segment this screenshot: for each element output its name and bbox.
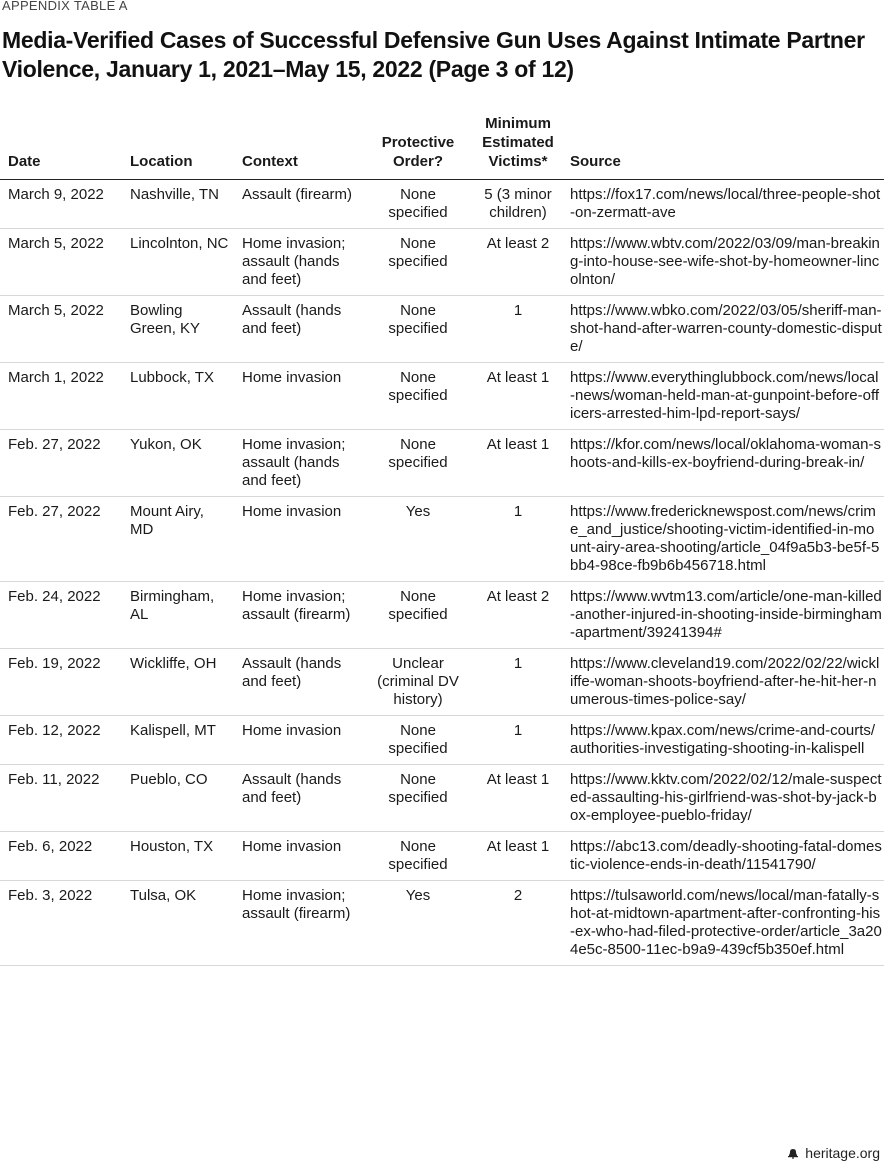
cell-date: Feb. 6, 2022 (0, 832, 122, 881)
cell-location: Birmingham, AL (122, 582, 234, 649)
cell-protective-order: None specified (362, 430, 470, 497)
cell-location: Bowling Green, KY (122, 296, 234, 363)
cell-context: Home invasion; assault (firearm) (234, 582, 362, 649)
table-row (0, 180, 884, 229)
cell-min-victims: At least 1 (470, 363, 562, 430)
cell-location: Mount Airy, MD (122, 497, 234, 582)
table-row (0, 649, 884, 716)
cell-context: Home invasion; assault (hands and feet) (234, 229, 362, 296)
header-location: Location (122, 114, 234, 180)
cell-location: Lincolnton, NC (122, 229, 234, 296)
cell-context: Home invasion (234, 363, 362, 430)
cell-protective-order: None specified (362, 832, 470, 881)
cell-context: Home invasion (234, 497, 362, 582)
cell-location: Wickliffe, OH (122, 649, 234, 716)
cell-context: Home invasion (234, 832, 362, 881)
cell-source[interactable]: https://www.wvtm13.com/article/one-man-killed-another-injured-in-shooting-inside-birmingham-apartment/39241394# (562, 582, 884, 649)
cell-min-victims: At least 1 (470, 832, 562, 881)
table-row (0, 716, 884, 765)
cell-source[interactable]: https://www.kpax.com/news/crime-and-courts/authorities-investigating-shooting-in-kalispell (562, 716, 884, 765)
cell-protective-order: None specified (362, 180, 470, 229)
cell-source[interactable]: https://www.wbko.com/2022/03/05/sheriff-man-shot-hand-after-warren-county-domestic-dispute/ (562, 296, 884, 363)
cell-protective-order: None specified (362, 716, 470, 765)
cell-source[interactable]: https://fox17.com/news/local/three-people-shot-on-zermatt-ave (562, 180, 884, 229)
bell-icon (787, 1147, 799, 1159)
table-row (0, 582, 884, 649)
cell-date: March 1, 2022 (0, 363, 122, 430)
appendix-label: APPENDIX TABLE A (2, 0, 128, 13)
cell-min-victims: 1 (470, 649, 562, 716)
cell-protective-order: None specified (362, 363, 470, 430)
cell-context: Assault (firearm) (234, 180, 362, 229)
cell-date: March 5, 2022 (0, 296, 122, 363)
page-title: Media-Verified Cases of Successful Defensive Gun Uses Against Intimate Partner Violence, January 1, 2021–May 15, 2022 (Page 3 of 12) (2, 27, 865, 82)
cell-date: Feb. 27, 2022 (0, 497, 122, 582)
table-row (0, 363, 884, 430)
cell-min-victims: At least 1 (470, 430, 562, 497)
table-row (0, 832, 884, 881)
footer (787, 1145, 880, 1161)
table-row (0, 296, 884, 363)
cell-location: Kalispell, MT (122, 716, 234, 765)
cell-location: Yukon, OK (122, 430, 234, 497)
header-context: Context (234, 114, 362, 180)
cell-context: Home invasion; assault (firearm) (234, 881, 362, 966)
cell-context: Home invasion; assault (hands and feet) (234, 430, 362, 497)
footer-site[interactable]: heritage.org (805, 1145, 880, 1161)
cell-context: Assault (hands and feet) (234, 649, 362, 716)
cell-source[interactable]: https://tulsaworld.com/news/local/man-fatally-shot-at-midtown-apartment-after-confronting-his-ex-who-had-filed-protective-order/article_3a204e5c-8500-11ec-b9a9-439cf5b350ef.html (562, 881, 884, 966)
cell-date: Feb. 19, 2022 (0, 649, 122, 716)
cell-source[interactable]: https://kfor.com/news/local/oklahoma-woman-shoots-and-kills-ex-boyfriend-during-break-in/ (562, 430, 884, 497)
cell-protective-order: None specified (362, 229, 470, 296)
cell-protective-order: None specified (362, 582, 470, 649)
cell-location: Lubbock, TX (122, 363, 234, 430)
cell-location: Houston, TX (122, 832, 234, 881)
table-row (0, 765, 884, 832)
cell-source[interactable]: https://abc13.com/deadly-shooting-fatal-domestic-violence-ends-in-death/11541790/ (562, 832, 884, 881)
cell-protective-order: None specified (362, 765, 470, 832)
cell-source[interactable]: https://www.everythinglubbock.com/news/local-news/woman-held-man-at-gunpoint-before-officers-arrested-him-lpd-report-says/ (562, 363, 884, 430)
header-min-victims: Minimum Estimated Victims* (470, 114, 562, 180)
table-row (0, 229, 884, 296)
table-body (0, 180, 884, 966)
cell-context: Assault (hands and feet) (234, 765, 362, 832)
table-header-row (0, 114, 884, 180)
table-row (0, 881, 884, 966)
cell-location: Nashville, TN (122, 180, 234, 229)
header-protective-order: Protective Order? (362, 114, 470, 180)
cell-location: Pueblo, CO (122, 765, 234, 832)
cell-protective-order: None specified (362, 296, 470, 363)
cell-min-victims: 1 (470, 716, 562, 765)
cases-table (0, 114, 884, 966)
cell-date: Feb. 12, 2022 (0, 716, 122, 765)
cell-protective-order: Unclear (criminal DV history) (362, 649, 470, 716)
cell-source[interactable]: https://www.kktv.com/2022/02/12/male-suspected-assaulting-his-girlfriend-was-shot-by-jack-box-employee-pueblo-friday/ (562, 765, 884, 832)
cell-location: Tulsa, OK (122, 881, 234, 966)
cell-min-victims: 5 (3 minor children) (470, 180, 562, 229)
cell-date: Feb. 3, 2022 (0, 881, 122, 966)
cell-protective-order: Yes (362, 497, 470, 582)
header-source: Source (562, 114, 884, 180)
cell-date: March 9, 2022 (0, 180, 122, 229)
cell-min-victims: 1 (470, 296, 562, 363)
cell-min-victims: At least 2 (470, 229, 562, 296)
cell-min-victims: At least 2 (470, 582, 562, 649)
cell-min-victims: 2 (470, 881, 562, 966)
cell-min-victims: At least 1 (470, 765, 562, 832)
cell-min-victims: 1 (470, 497, 562, 582)
header-date: Date (0, 114, 122, 180)
table-row (0, 497, 884, 582)
cell-source[interactable]: https://www.wbtv.com/2022/03/09/man-breaking-into-house-see-wife-shot-by-homeowner-lincolnton/ (562, 229, 884, 296)
cell-context: Assault (hands and feet) (234, 296, 362, 363)
cell-date: Feb. 24, 2022 (0, 582, 122, 649)
cell-context: Home invasion (234, 716, 362, 765)
cell-date: Feb. 27, 2022 (0, 430, 122, 497)
cell-source[interactable]: https://www.cleveland19.com/2022/02/22/wickliffe-woman-shoots-boyfriend-after-he-hit-her-numerous-times-police-say/ (562, 649, 884, 716)
cell-date: Feb. 11, 2022 (0, 765, 122, 832)
cell-date: March 5, 2022 (0, 229, 122, 296)
cell-source[interactable]: https://www.fredericknewspost.com/news/crime_and_justice/shooting-victim-identified-in-mount-airy-area-shooting/article_04f9a5b3-be5f-5bb4-98ce-fb9b6b456718.html (562, 497, 884, 582)
table-row (0, 430, 884, 497)
cell-protective-order: Yes (362, 881, 470, 966)
